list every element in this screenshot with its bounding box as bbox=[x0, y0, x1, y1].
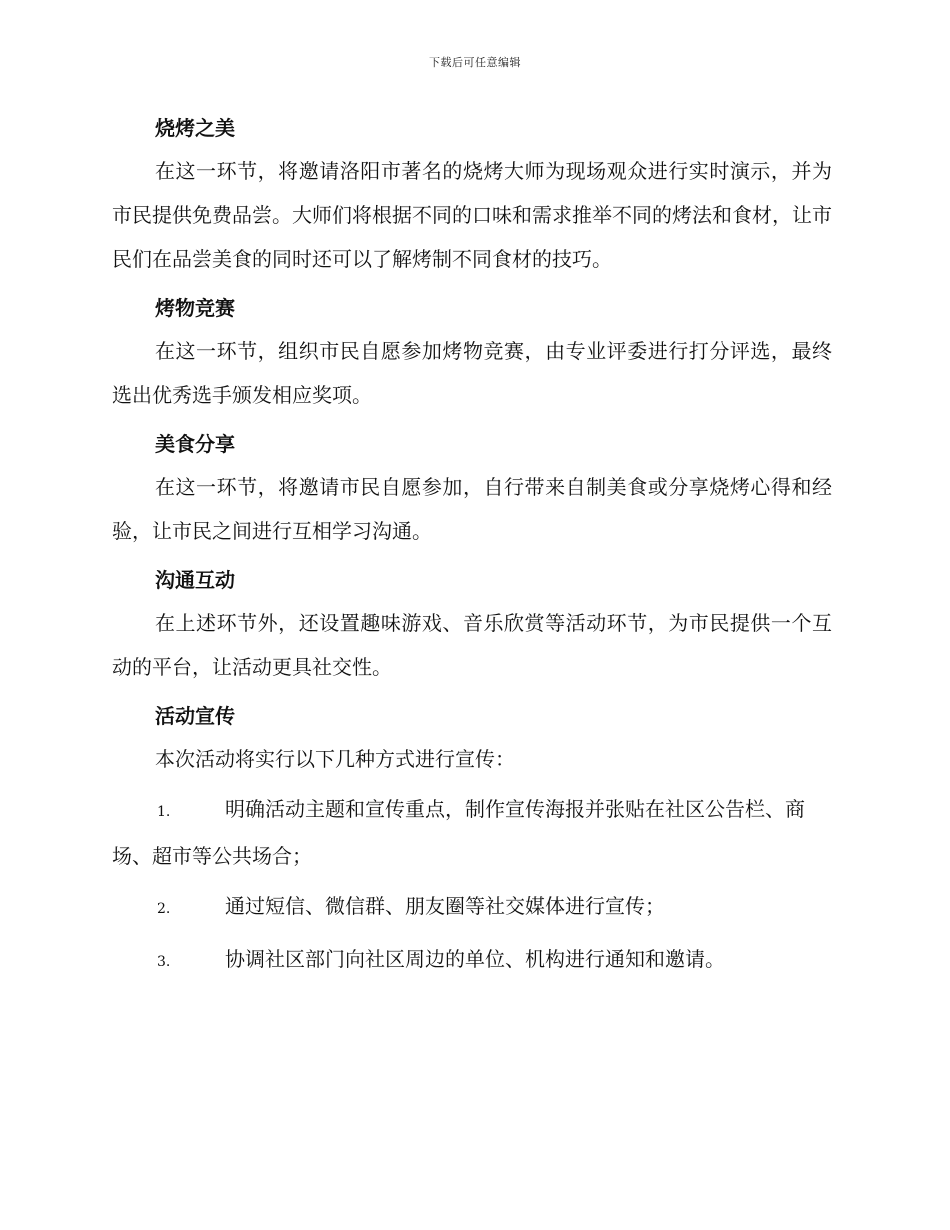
section-heading-bbq-beauty: 烧烤之美 bbox=[155, 116, 235, 140]
list-text: 通过短信、微信群、朋友圈等社交媒体进行宣传； bbox=[225, 894, 665, 918]
section-heading-food-sharing: 美食分享 bbox=[155, 432, 235, 456]
section-heading-bbq-contest: 烤物竞赛 bbox=[155, 296, 235, 320]
header-note: 下载后可任意编辑 bbox=[429, 56, 521, 69]
section-paragraph-bbq-beauty: 在这一环节，将邀请洛阳市著名的烧烤大师为现场观众进行实时演示，并为市民提供免费品尝。大师们将根据不同的口味和需求推举不同的烤法和食材，让市民们在品尝美食的同时还可以了解烤制不同食材的技巧。 bbox=[112, 159, 832, 271]
section-paragraph-interaction: 在上述环节外，还设置趣味游戏、音乐欣赏等活动环节，为市民提供一个互动的平台，让活动更具社交性。 bbox=[112, 611, 832, 679]
list-number: 3. bbox=[157, 954, 171, 970]
list-item bbox=[112, 937, 832, 984]
section-heading-promotion: 活动宣传 bbox=[155, 704, 235, 728]
document-body bbox=[112, 107, 832, 990]
list-text: 协调社区部门向社区周边的单位、机构进行通知和邀请。 bbox=[225, 947, 725, 971]
list-item bbox=[112, 787, 832, 878]
list-item bbox=[112, 884, 832, 931]
list-number: 1. bbox=[157, 804, 171, 820]
list-number: 2. bbox=[157, 901, 171, 917]
section-paragraph-bbq-contest: 在这一环节，组织市民自愿参加烤物竞赛，由专业评委进行打分评选，最终选出优秀选手颁发相应奖项。 bbox=[112, 339, 832, 407]
list-text: 明确活动主题和宣传重点，制作宣传海报并张贴在社区公告栏、商场、超市等公共场合； bbox=[112, 797, 805, 868]
section-paragraph-food-sharing: 在这一环节，将邀请市民自愿参加，自行带来自制美食或分享烧烤心得和经验，让市民之间进行互相学习沟通。 bbox=[112, 475, 832, 543]
section-paragraph-promotion: 本次活动将实行以下几种方式进行宣传： bbox=[155, 747, 515, 771]
section-heading-interaction: 沟通互动 bbox=[155, 568, 235, 592]
